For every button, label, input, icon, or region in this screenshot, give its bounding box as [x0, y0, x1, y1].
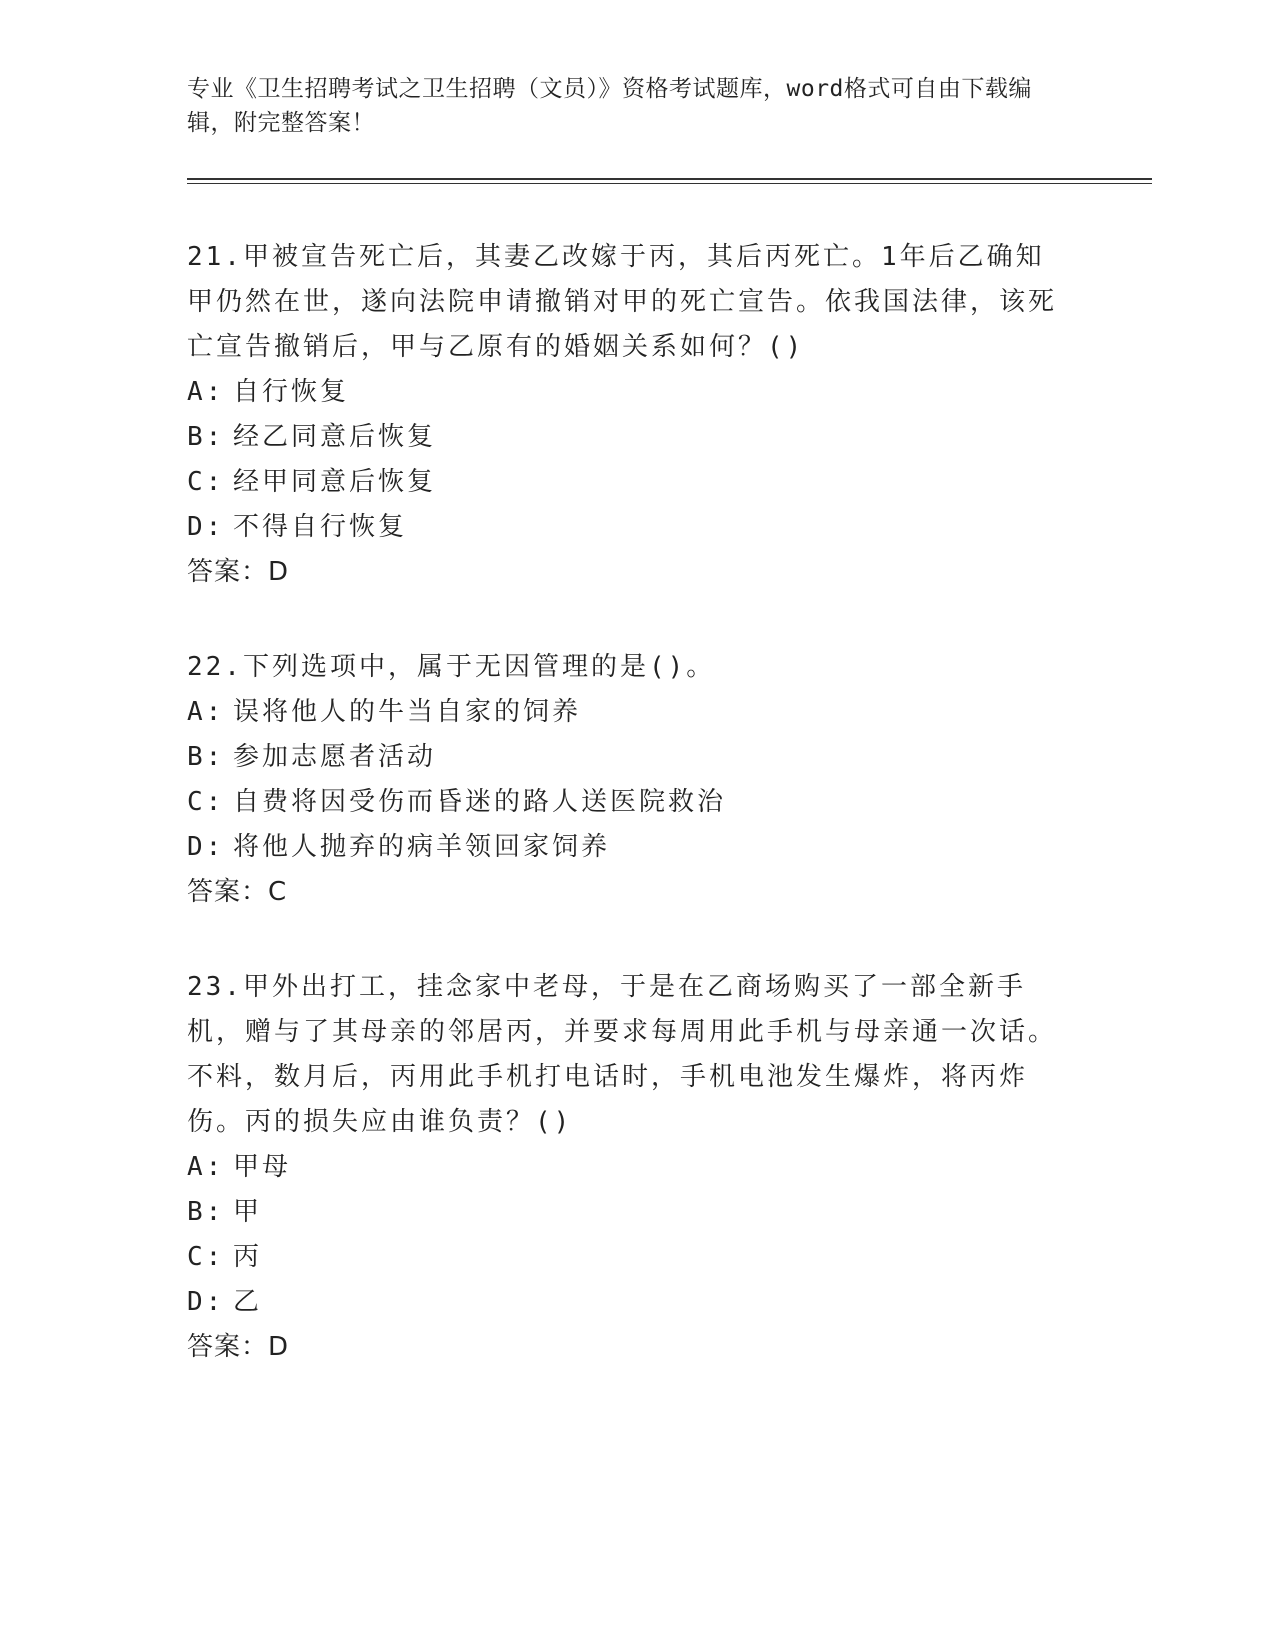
option-d: [187, 1280, 1067, 1325]
answer-line: 答案：D: [187, 1332, 290, 1362]
option-a: [187, 370, 1067, 415]
option-text: 丙: [233, 1242, 263, 1272]
answer-line: 答案：C: [187, 877, 288, 907]
option-letter: C:: [187, 1242, 225, 1272]
option-text: 甲母: [233, 1152, 292, 1182]
option-letter: C:: [187, 467, 225, 497]
option-text: 经乙同意后恢复: [233, 422, 437, 452]
option-text: 参加志愿者活动: [233, 742, 437, 772]
question-22: [187, 645, 1067, 915]
option-b: [187, 1190, 1067, 1235]
option-text: 经甲同意后恢复: [233, 467, 437, 497]
option-text: 将他人抛弃的病羊领回家饲养: [233, 832, 611, 862]
option-text: 误将他人的牛当自家的饲养: [233, 697, 582, 727]
option-b: [187, 415, 1067, 460]
option-d: [187, 505, 1067, 550]
option-letter: B:: [187, 1197, 225, 1227]
question-stem: 22.下列选项中，属于无因管理的是()。: [187, 652, 716, 682]
option-a: [187, 690, 1067, 735]
option-letter: A:: [187, 697, 225, 727]
option-a: [187, 1145, 1067, 1190]
option-text: 自行恢复: [233, 377, 350, 407]
option-c: [187, 460, 1067, 505]
option-c: [187, 780, 1067, 825]
option-text: 自费将因受伤而昏迷的路人送医院救治: [233, 787, 727, 817]
question-21: [187, 235, 1067, 595]
option-b: [187, 735, 1067, 780]
option-letter: D:: [187, 1287, 225, 1317]
option-text: 不得自行恢复: [233, 512, 408, 542]
option-text: 乙: [233, 1287, 263, 1317]
option-letter: C:: [187, 787, 225, 817]
document-header: 专业《卫生招聘考试之卫生招聘（文员）》资格考试题库，word格式可自由下载编辑，附完整答案！: [187, 76, 1032, 136]
header-rule-thin: [187, 183, 1152, 184]
question-stem: 21.甲被宣告死亡后，其妻乙改嫁于丙，其后丙死亡。1年后乙确知甲仍然在世，遂向法院申请撤销对甲的死亡宣告。依我国法律，该死亡宣告撤销后，甲与乙原有的婚姻关系如何？(): [187, 242, 1058, 362]
option-text: 甲: [233, 1197, 263, 1227]
option-d: [187, 825, 1067, 870]
header-rule-thick: [187, 178, 1152, 180]
option-letter: B:: [187, 742, 225, 772]
option-letter: A:: [187, 1152, 225, 1182]
question-23: [187, 965, 1067, 1370]
question-stem: 23.甲外出打工，挂念家中老母，于是在乙商场购买了一部全新手机，赠与了其母亲的邻居丙，并要求每周用此手机与母亲通一次话。不料，数月后，丙用此手机打电话时，手机电池发生爆炸，将丙炸伤。丙的损失应由谁负责？(): [187, 972, 1058, 1137]
option-letter: D:: [187, 512, 225, 542]
option-c: [187, 1235, 1067, 1280]
question-list: [187, 235, 1067, 1420]
option-letter: A:: [187, 377, 225, 407]
option-letter: B:: [187, 422, 225, 452]
option-letter: D:: [187, 832, 225, 862]
answer-line: 答案：D: [187, 557, 290, 587]
